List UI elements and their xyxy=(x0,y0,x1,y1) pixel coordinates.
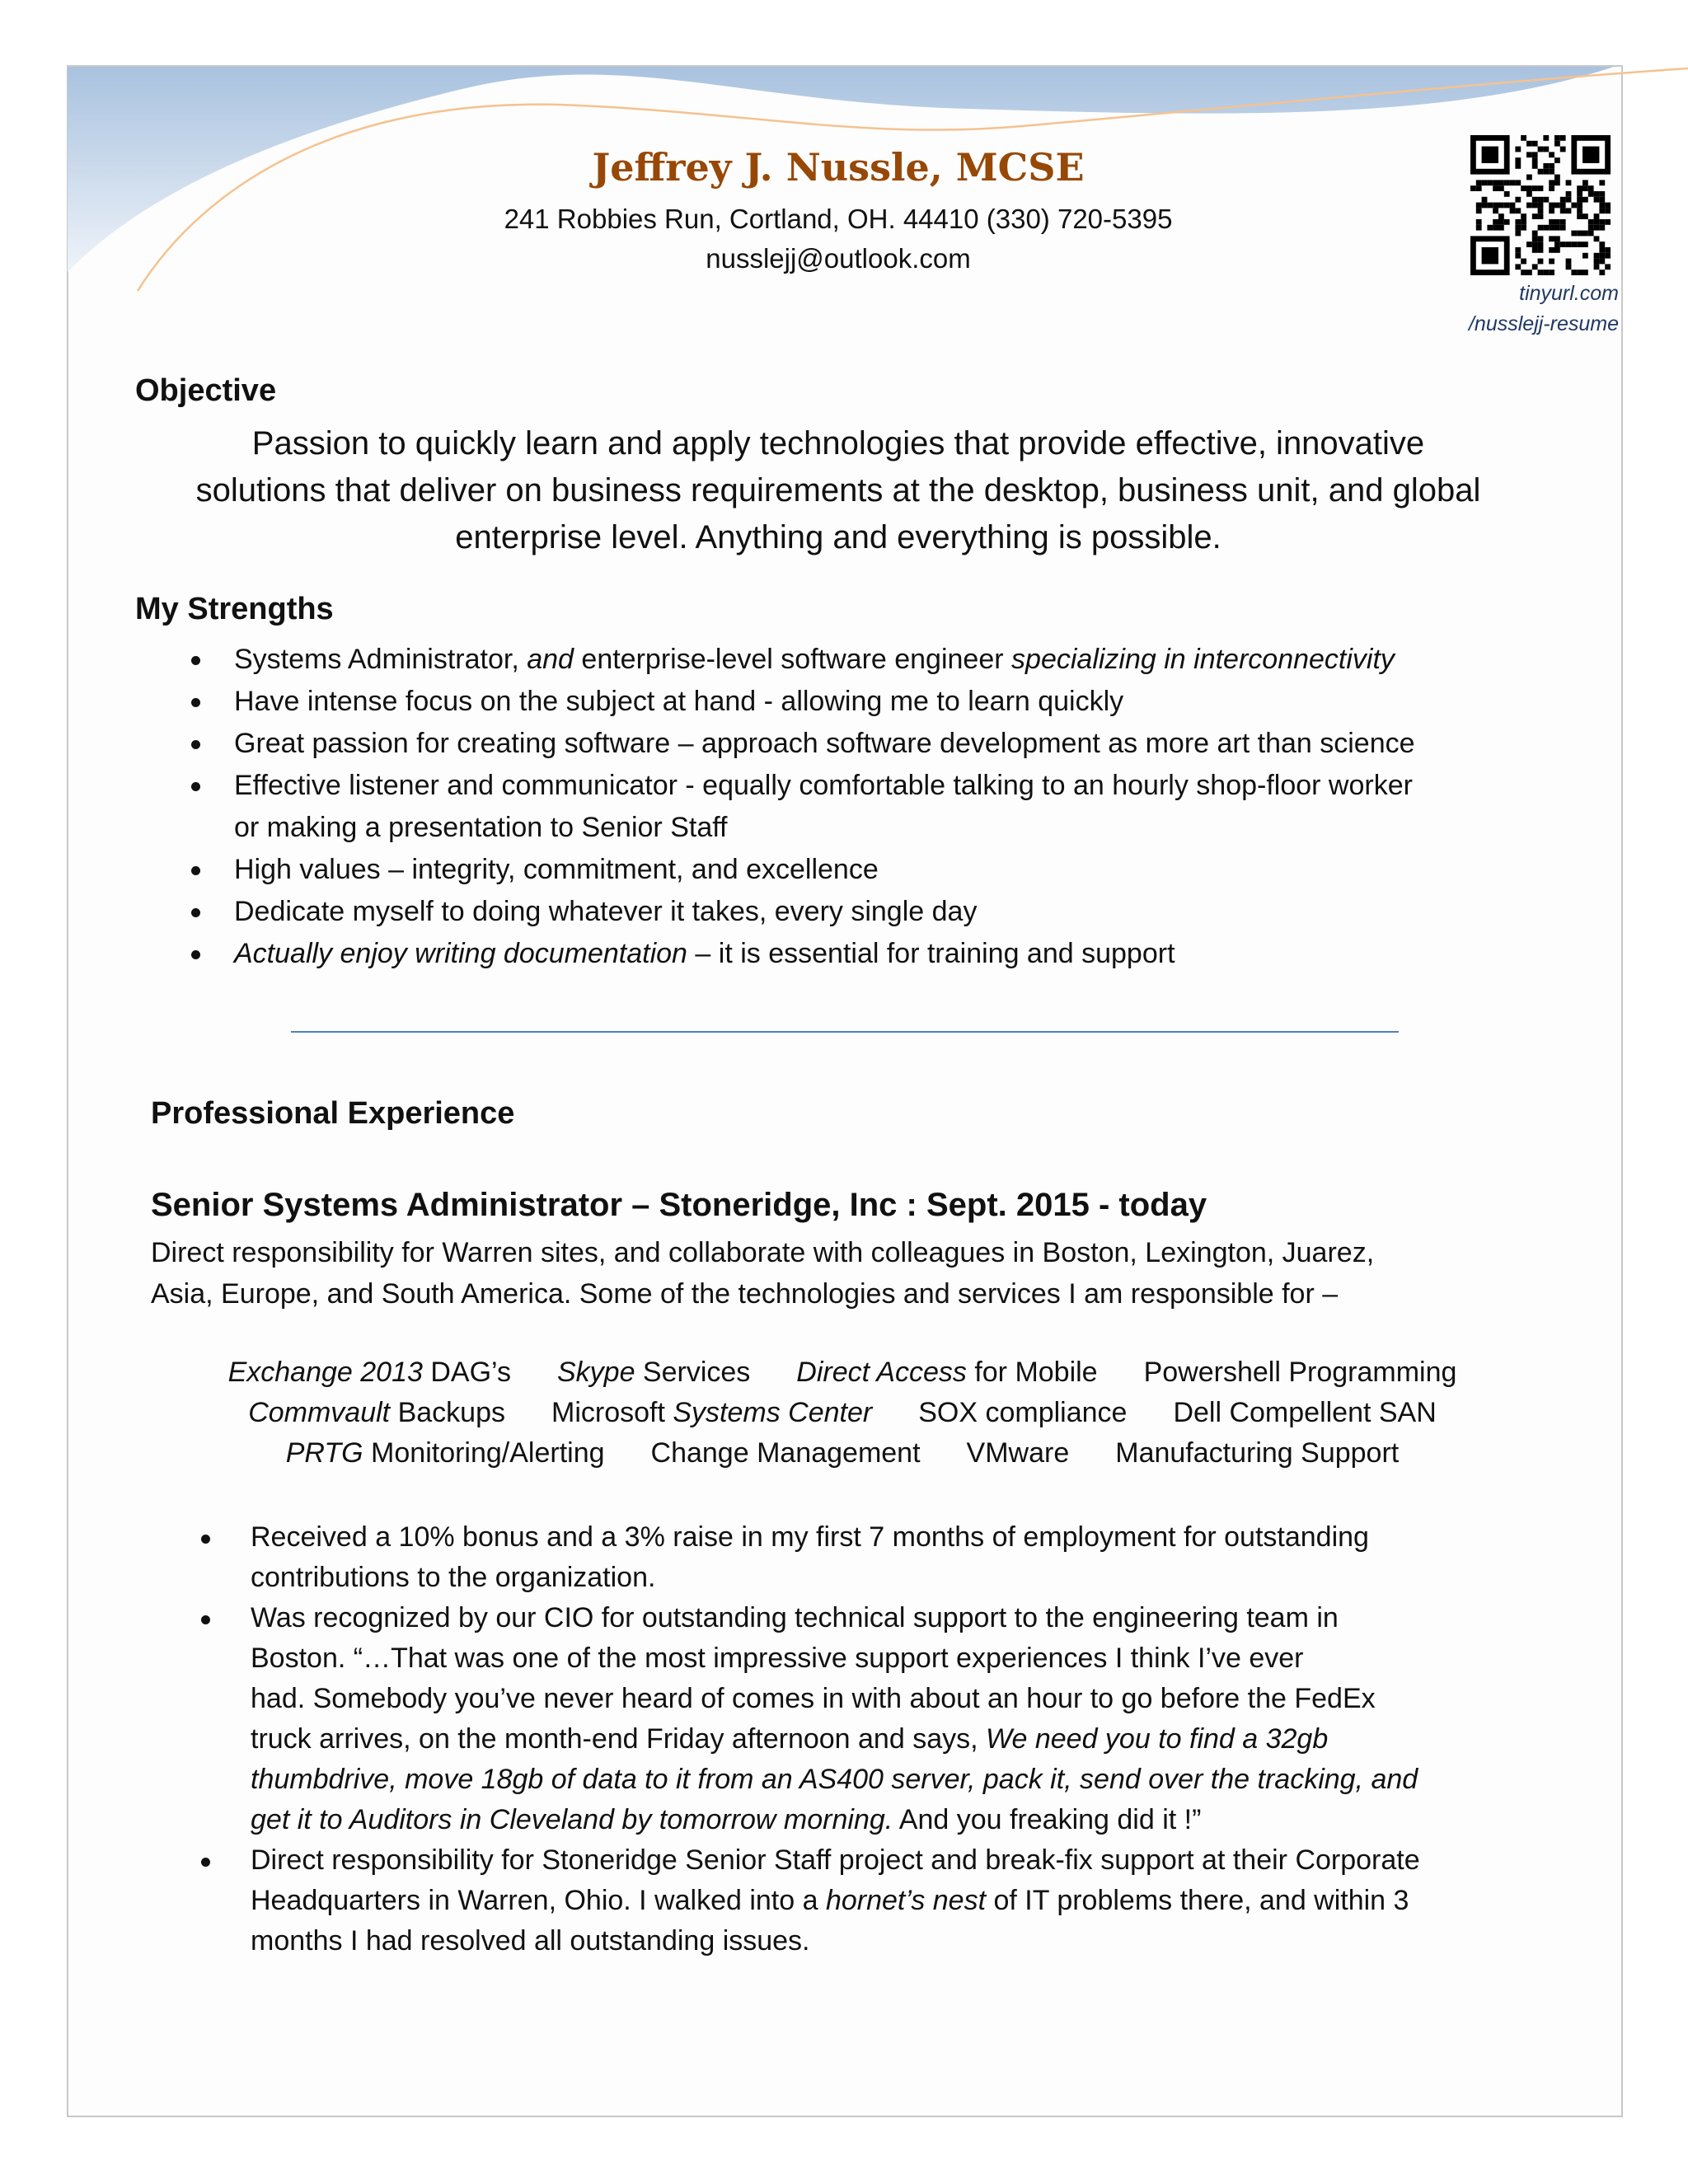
bullet-icon xyxy=(201,1615,210,1624)
qr-module xyxy=(1532,197,1538,203)
text-segment: truck arrives, on the month-end Friday afternoon and says, xyxy=(251,1723,987,1755)
qr-module xyxy=(1504,203,1510,209)
qr-module xyxy=(1498,213,1504,219)
text-segment: Powershell Programming xyxy=(1143,1357,1457,1388)
qr-module xyxy=(1538,208,1544,213)
text-segment: Actually enjoy writing documentation xyxy=(234,938,687,969)
text-segment: get it to Auditors in Cleveland by tomorrow morning. xyxy=(251,1804,893,1835)
qr-module xyxy=(1482,180,1488,185)
qr-module xyxy=(1504,180,1510,185)
list-item xyxy=(234,765,1415,849)
qr-module xyxy=(1599,259,1605,265)
qr-module xyxy=(1515,231,1521,237)
qr-code xyxy=(1470,135,1611,275)
qr-module xyxy=(1549,169,1554,175)
bullet-icon xyxy=(191,950,200,959)
text-segment: Services xyxy=(635,1357,751,1388)
qr-module xyxy=(1554,175,1560,180)
qr-module xyxy=(1526,269,1532,275)
qr-module xyxy=(1510,203,1516,209)
qr-module xyxy=(1571,203,1577,209)
objective-line: solutions that deliver on business requirements at the desktop, business unit, and global xyxy=(195,472,1481,509)
qr-module xyxy=(1538,197,1544,203)
qr-module xyxy=(1594,236,1600,241)
text-segment: contributions to the organization. xyxy=(251,1562,656,1593)
qr-module xyxy=(1526,185,1532,191)
qr-module xyxy=(1549,185,1554,191)
qr-module xyxy=(1538,259,1544,265)
text-segment: Systems Center xyxy=(673,1397,873,1428)
qr-module xyxy=(1515,219,1521,225)
qr-module xyxy=(1515,225,1521,231)
qr-finder xyxy=(1482,247,1498,264)
qr-module xyxy=(1577,191,1582,197)
qr-module xyxy=(1543,169,1549,175)
qr-module xyxy=(1504,219,1510,225)
qr-module xyxy=(1482,203,1488,209)
bullet-icon xyxy=(191,656,200,665)
qr-module xyxy=(1560,241,1566,247)
qr-module xyxy=(1560,219,1566,225)
text-segment: or making a presentation to Senior Staff xyxy=(234,812,728,843)
description-line: Direct responsibility for Warren sites, and collaborate with colleagues in Boston, Lexington, Juarez, xyxy=(151,1237,1375,1268)
list-item xyxy=(234,933,1415,975)
qr-finder xyxy=(1482,147,1498,163)
qr-module xyxy=(1515,147,1521,152)
qr-module xyxy=(1554,180,1560,185)
qr-module xyxy=(1521,135,1526,141)
qr-module xyxy=(1532,203,1538,209)
objective-line: Passion to quickly learn and apply technologies that provide effective, innovative xyxy=(251,425,1425,462)
qr-module xyxy=(1521,259,1526,265)
bullet-icon xyxy=(191,866,200,875)
qr-module xyxy=(1571,231,1577,237)
candidate-name: Jeffrey J. Nussle, MCSE xyxy=(592,145,1085,190)
qr-module xyxy=(1487,180,1493,185)
list-item xyxy=(234,681,1415,723)
qr-module xyxy=(1498,203,1504,209)
qr-module xyxy=(1599,208,1605,213)
qr-module xyxy=(1577,208,1582,213)
qr-module xyxy=(1566,259,1572,265)
qr-module xyxy=(1588,219,1594,225)
qr-module xyxy=(1566,208,1572,213)
qr-module xyxy=(1582,185,1588,191)
qr-module xyxy=(1532,231,1538,237)
qr-module xyxy=(1515,197,1521,203)
section-divider xyxy=(291,1031,1399,1033)
text-segment: Skype xyxy=(556,1357,635,1388)
qr-module xyxy=(1487,203,1493,209)
qr-module xyxy=(1549,247,1554,253)
text-segment: enterprise-level software engineer xyxy=(573,644,1012,675)
qr-module xyxy=(1571,241,1577,247)
list-item xyxy=(251,1598,1420,1840)
qr-module xyxy=(1515,157,1521,163)
qr-module xyxy=(1538,241,1544,247)
qr-module xyxy=(1599,247,1605,253)
qr-module xyxy=(1560,147,1566,152)
list-item xyxy=(251,1517,1420,1598)
objective-text xyxy=(196,420,1481,561)
qr-module xyxy=(1599,180,1605,185)
objective-heading: Objective xyxy=(135,373,277,408)
list-item xyxy=(234,849,1415,891)
strengths-heading: My Strengths xyxy=(135,592,334,626)
text-segment: for Mobile xyxy=(966,1357,1098,1388)
qr-module xyxy=(1521,213,1526,219)
text-segment: and xyxy=(527,644,574,675)
bullet-icon xyxy=(201,1535,210,1544)
qr-module xyxy=(1582,197,1588,203)
qr-module xyxy=(1549,225,1554,231)
qr-module xyxy=(1566,191,1572,197)
qr-module xyxy=(1538,213,1544,219)
text-segment: had. Somebody you’ve never heard of comes in with about an hour to go before the FedEx xyxy=(251,1683,1376,1714)
qr-module xyxy=(1543,197,1549,203)
qr-module xyxy=(1560,208,1566,213)
qr-module xyxy=(1599,269,1605,275)
qr-module xyxy=(1532,236,1538,241)
qr-module xyxy=(1566,264,1572,269)
qr-module xyxy=(1588,191,1594,197)
qr-module xyxy=(1594,197,1600,203)
qr-module xyxy=(1532,157,1538,163)
text-segment: Backups xyxy=(390,1397,505,1428)
list-item xyxy=(251,1840,1420,1961)
qr-module xyxy=(1526,141,1532,147)
resume-link-line1[interactable]: tinyurl.com xyxy=(1519,282,1619,305)
qr-module xyxy=(1599,191,1605,197)
qr-module xyxy=(1521,225,1526,231)
qr-module xyxy=(1532,241,1538,247)
qr-module xyxy=(1515,247,1521,253)
technologies-list xyxy=(228,1352,1457,1474)
text-segment: Great passion for creating software – approach software development as more art than science xyxy=(234,728,1415,759)
qr-module xyxy=(1493,225,1498,231)
text-segment: months I had resolved all outstanding issues. xyxy=(251,1925,810,1957)
qr-module xyxy=(1594,191,1600,197)
qr-module xyxy=(1560,197,1566,203)
qr-module xyxy=(1577,185,1582,191)
qr-module xyxy=(1560,135,1566,141)
qr-module xyxy=(1577,213,1582,219)
text-segment: Have intense focus on the subject at hand - allowing me to learn quickly xyxy=(234,686,1124,717)
qr-module xyxy=(1532,163,1538,169)
qr-module xyxy=(1605,208,1611,213)
qr-module xyxy=(1504,191,1510,197)
qr-module xyxy=(1532,152,1538,157)
text-segment: Systems Administrator, xyxy=(234,644,528,675)
qr-module xyxy=(1599,241,1605,247)
text-segment: DAG’s xyxy=(422,1357,511,1388)
text-segment: We need you to find a 32gb xyxy=(986,1723,1329,1755)
text-segment: Effective listener and communicator - equally comfortable talking to an hourly shop-floor worker xyxy=(234,770,1413,801)
qr-module xyxy=(1538,225,1544,231)
bullet-icon xyxy=(191,782,200,791)
text-segment: Monitoring/Alerting xyxy=(363,1437,605,1469)
text-segment: Boston. “…That was one of the most impressive support experiences I think I’ve ever xyxy=(251,1643,1304,1674)
qr-module xyxy=(1554,157,1560,163)
qr-module xyxy=(1493,185,1498,191)
text-segment: Was recognized by our CIO for outstanding technical support to the engineering team in xyxy=(251,1602,1339,1633)
bullet-icon xyxy=(191,698,200,707)
achievements-list xyxy=(251,1517,1420,1961)
strengths-list xyxy=(234,639,1415,975)
qr-module xyxy=(1532,264,1538,269)
qr-module xyxy=(1526,191,1532,197)
qr-module xyxy=(1521,185,1526,191)
text-segment: High values – integrity, commitment, and excellence xyxy=(234,854,879,885)
qr-finder xyxy=(1582,147,1599,163)
qr-module xyxy=(1582,253,1588,259)
job-title: Senior Systems Administrator – Stoneridge, Inc : Sept. 2015 - today xyxy=(151,1187,1207,1223)
qr-module xyxy=(1594,253,1600,259)
qr-module xyxy=(1582,269,1588,275)
qr-module xyxy=(1554,203,1560,209)
qr-module xyxy=(1599,225,1605,231)
qr-module xyxy=(1498,225,1504,231)
qr-module xyxy=(1599,197,1605,203)
qr-module xyxy=(1515,253,1521,259)
experience-heading: Professional Experience xyxy=(151,1096,515,1131)
qr-module xyxy=(1594,259,1600,265)
qr-module xyxy=(1554,141,1560,147)
qr-module xyxy=(1498,219,1504,225)
qr-module xyxy=(1532,141,1538,147)
qr-module xyxy=(1510,208,1516,213)
qr-module xyxy=(1605,253,1611,259)
qr-module xyxy=(1605,219,1611,225)
qr-module xyxy=(1515,208,1521,213)
qr-module xyxy=(1582,231,1588,237)
qr-module xyxy=(1543,225,1549,231)
qr-module xyxy=(1476,225,1482,231)
qr-module xyxy=(1594,213,1600,219)
text-segment: Exchange 2013 xyxy=(227,1357,423,1388)
qr-module xyxy=(1543,163,1549,169)
qr-module xyxy=(1594,225,1600,231)
qr-module xyxy=(1526,152,1532,157)
qr-module xyxy=(1599,203,1605,209)
qr-module xyxy=(1493,208,1498,213)
text-segment: Headquarters in Warren, Ohio. I walked into a xyxy=(251,1885,826,1916)
text-segment: hornet’s nest xyxy=(825,1885,987,1916)
qr-module xyxy=(1515,163,1521,169)
qr-module xyxy=(1560,225,1566,231)
qr-module xyxy=(1543,135,1549,141)
qr-module xyxy=(1476,219,1482,225)
qr-module xyxy=(1549,152,1554,157)
qr-module xyxy=(1532,185,1538,191)
qr-module xyxy=(1549,269,1554,275)
text-segment: Received a 10% bonus and a 3% raise in my first 7 months of employment for outstanding xyxy=(251,1521,1369,1553)
qr-module xyxy=(1515,180,1521,185)
qr-module xyxy=(1543,269,1549,275)
qr-module xyxy=(1554,236,1560,241)
qr-module xyxy=(1538,236,1544,241)
qr-module xyxy=(1549,236,1554,241)
qr-module xyxy=(1493,203,1498,209)
qr-module xyxy=(1498,185,1504,191)
text-segment: And you freaking did it !” xyxy=(893,1804,1202,1835)
qr-module xyxy=(1577,203,1582,209)
qr-module xyxy=(1549,259,1554,265)
bullet-icon xyxy=(201,1858,210,1867)
text-segment: of IT problems there, and within 3 xyxy=(986,1885,1409,1916)
qr-module xyxy=(1538,269,1544,275)
qr-module xyxy=(1571,269,1577,275)
qr-module xyxy=(1510,180,1516,185)
qr-module xyxy=(1560,203,1566,209)
text-segment: specializing in interconnectivity xyxy=(1011,644,1395,675)
list-item xyxy=(234,723,1415,765)
text-segment: thumbdrive, move 18gb of data to it from an AS400 server, pack it, send over the tracking, and xyxy=(251,1764,1418,1795)
qr-module xyxy=(1482,197,1488,203)
text-segment: Change Management xyxy=(650,1437,921,1469)
qr-module xyxy=(1577,241,1582,247)
qr-module xyxy=(1526,203,1532,209)
qr-module xyxy=(1605,264,1611,269)
qr-module xyxy=(1594,219,1600,225)
qr-module xyxy=(1487,225,1493,231)
qr-module xyxy=(1549,208,1554,213)
email: nusslejj@outlook.com xyxy=(706,243,971,274)
text-segment: Commvault xyxy=(248,1397,391,1428)
text-segment: VMware xyxy=(966,1437,1070,1469)
qr-module xyxy=(1515,264,1521,269)
bullet-icon xyxy=(191,908,200,917)
qr-module xyxy=(1588,225,1594,231)
qr-module xyxy=(1554,225,1560,231)
qr-module xyxy=(1538,169,1544,175)
qr-module xyxy=(1554,135,1560,141)
qr-module xyxy=(1549,219,1554,225)
qr-module xyxy=(1538,203,1544,209)
qr-module xyxy=(1476,208,1482,213)
bullet-icon xyxy=(191,740,200,749)
text-segment: Direct Access xyxy=(796,1357,967,1388)
qr-module xyxy=(1538,185,1544,191)
text-segment: Microsoft xyxy=(551,1397,673,1428)
text-segment: – it is essential for training and support xyxy=(687,938,1175,969)
qr-module xyxy=(1543,147,1549,152)
job-description xyxy=(151,1232,1374,1315)
qr-module xyxy=(1498,180,1504,185)
qr-module xyxy=(1554,219,1560,225)
qr-module xyxy=(1476,203,1482,209)
qr-module xyxy=(1582,241,1588,247)
qr-module xyxy=(1532,247,1538,253)
qr-module xyxy=(1566,241,1572,247)
text-segment: Dedicate myself to doing whatever it takes, every single day xyxy=(234,896,978,927)
qr-module xyxy=(1599,253,1605,259)
qr-module xyxy=(1476,180,1482,185)
qr-module xyxy=(1549,203,1554,209)
qr-module xyxy=(1549,163,1554,169)
qr-module xyxy=(1588,231,1594,237)
qr-module xyxy=(1470,185,1476,191)
qr-module xyxy=(1521,269,1526,275)
text-segment: Direct responsibility for Stoneridge Senior Staff project and break-fix support at their Corporate xyxy=(251,1844,1420,1876)
qr-module xyxy=(1566,197,1572,203)
text-segment: Dell Compellent SAN xyxy=(1173,1397,1437,1428)
qr-module xyxy=(1599,219,1605,225)
qr-module xyxy=(1594,264,1600,269)
qr-module xyxy=(1476,185,1482,191)
qr-module xyxy=(1554,247,1560,253)
qr-module xyxy=(1582,213,1588,219)
objective-line: enterprise level. Anything and everything is possible. xyxy=(455,519,1221,555)
description-line: Asia, Europe, and South America. Some of the technologies and services I am responsible for – xyxy=(151,1278,1339,1310)
qr-module xyxy=(1493,219,1498,225)
qr-module xyxy=(1532,213,1538,219)
qr-module xyxy=(1577,197,1582,203)
qr-module xyxy=(1588,185,1594,191)
address: 241 Robbies Run, Cortland, OH. 44410 (330) 720-5395 xyxy=(504,204,1173,234)
text-segment: PRTG xyxy=(285,1437,363,1469)
qr-module xyxy=(1605,247,1611,253)
qr-module xyxy=(1526,175,1532,180)
qr-module xyxy=(1538,147,1544,152)
qr-module xyxy=(1521,219,1526,225)
qr-module xyxy=(1605,203,1611,209)
text-segment: Manufacturing Support xyxy=(1115,1437,1400,1469)
qr-module xyxy=(1582,180,1588,185)
qr-module xyxy=(1577,269,1582,275)
resume-link-line2[interactable]: /nusslejj-resume xyxy=(1468,312,1619,335)
qr-module xyxy=(1526,241,1532,247)
list-item xyxy=(234,639,1415,681)
qr-module xyxy=(1493,180,1498,185)
qr-module xyxy=(1538,247,1544,253)
qr-module xyxy=(1554,241,1560,247)
text-segment: SOX compliance xyxy=(918,1397,1128,1428)
list-item xyxy=(234,891,1415,933)
qr-module xyxy=(1549,180,1554,185)
qr-module xyxy=(1566,180,1572,185)
qr-module xyxy=(1577,231,1582,237)
